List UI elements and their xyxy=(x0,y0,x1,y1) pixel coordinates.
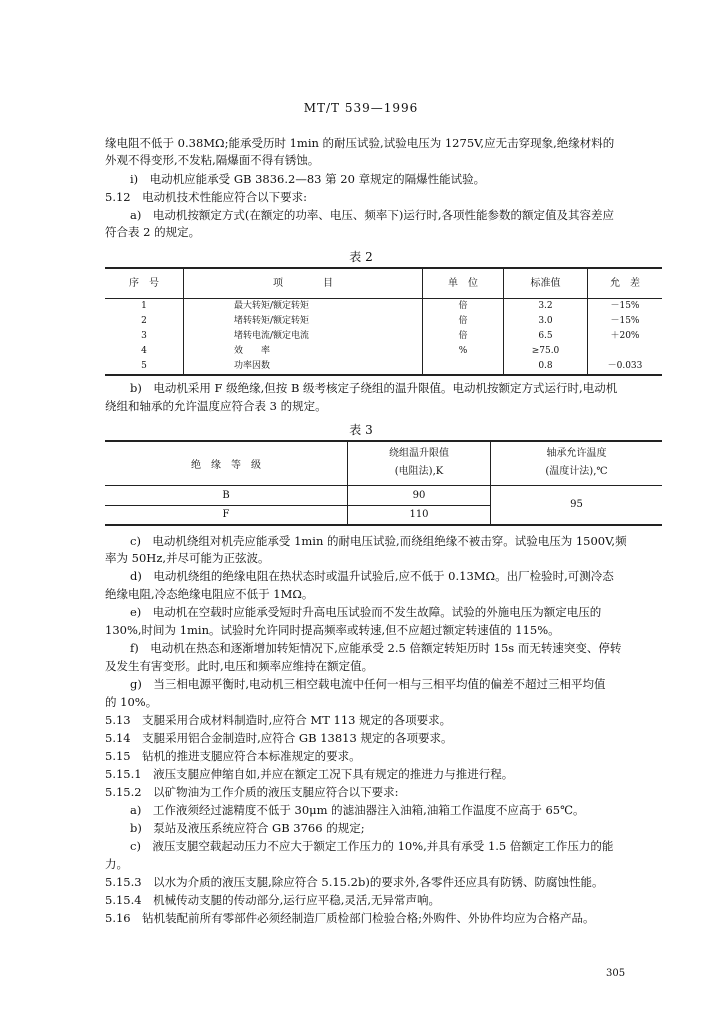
text-line: 5.12 电动机技术性能应符合以下要求: xyxy=(105,190,307,204)
text-line: 5.13 支腿采用合成材料制造时,应符合 MT 113 规定的各项要求。 xyxy=(105,713,452,727)
text-line: 及发生有害变形。此时,电压和频率应维持在额定值。 xyxy=(105,659,374,673)
text-line: 的 10%。 xyxy=(105,695,158,709)
cell: ≥75.0 xyxy=(504,344,588,359)
cell: 4 xyxy=(141,346,147,356)
text-line: 5.16 钻机装配前所有零部件必须经制造厂质检部门检验合格;外购件、外协件均应为合格产品。 xyxy=(105,911,595,925)
table-2 xyxy=(105,267,662,376)
page-header: MT/T 539—1996 xyxy=(303,101,419,115)
table-row xyxy=(105,299,662,315)
table2-caption: 表 2 xyxy=(349,250,373,264)
cell: 6.5 xyxy=(504,329,588,344)
column-header: 序 号 xyxy=(105,268,184,299)
table-row xyxy=(105,485,662,505)
cell: 110 xyxy=(348,505,491,525)
cell: －15% xyxy=(588,299,663,315)
cell: －0.033 xyxy=(588,359,663,375)
text-line: d) 电动机绕组的绝缘电阻在热状态时或温升试验后,应不低于 0.13MΩ。出厂检验时,可测冷态 xyxy=(130,569,614,583)
cell: B xyxy=(105,485,348,505)
cell: 倍 xyxy=(423,299,504,315)
text-line: b) 电动机采用 F 级绝缘,但按 B 级考核定子绕组的温升限值。电动机按额定方式运行时,电动机 xyxy=(130,381,618,395)
column-header: 允 差 xyxy=(588,268,663,299)
page-number: 305 xyxy=(606,968,626,979)
cell: 5 xyxy=(141,361,147,371)
text-line: e) 电动机在空载时应能承受短时升高电压试验而不发生故障。试验的外施电压为额定电压的 xyxy=(130,605,602,619)
table-header-row xyxy=(105,268,662,299)
table-row xyxy=(105,359,662,375)
text-line: 绕组和轴承的允许温度应符合表 3 的规定。 xyxy=(105,399,327,413)
text-line: 外观不得变形,不发粘,隔爆面不得有锈蚀。 xyxy=(105,153,320,167)
text-line: 5.15.4 机械传动支腿的传动部分,运行应平稳,灵活,无异常声响。 xyxy=(105,893,441,907)
column-header xyxy=(491,441,663,485)
cell xyxy=(423,359,504,375)
text-line: f) 电动机在热态和逐渐增加转矩情况下,应能承受 2.5 倍额定转矩历时 15s 而无转速突变、停转 xyxy=(130,641,622,655)
cell: 堵转电流/额定电流 xyxy=(184,329,423,344)
text-line: g) 当三相电源平衡时,电动机三相空载电流中任何一相与三相平均值的偏差不超过三相平均值 xyxy=(130,677,606,691)
text-line: 5.15 钻机的推进支腿应符合本标准规定的要求。 xyxy=(105,749,361,763)
text-line: 5.14 支腿采用铝合金制造时,应符合 GB 13813 规定的各项要求。 xyxy=(105,731,453,745)
cell: 最大转矩/额定转矩 xyxy=(184,299,423,315)
cell: 3.0 xyxy=(504,314,588,329)
cell: 0.8 xyxy=(504,359,588,375)
column-header-line: (电阻法),K xyxy=(394,466,444,478)
text-line: 力。 xyxy=(105,857,128,871)
cell: －15% xyxy=(588,314,663,329)
column-header-line: 绕组温升限值 xyxy=(389,448,449,460)
cell: ＋20% xyxy=(588,329,663,344)
cell: 堵转转矩/额定转矩 xyxy=(184,314,423,329)
cell: 3.2 xyxy=(504,299,588,315)
table-row xyxy=(105,314,662,329)
cell: 95 xyxy=(491,485,663,525)
text-line: 5.15.1 液压支腿应伸缩自如,并应在额定工况下具有规定的推进力与推进行程。 xyxy=(105,767,514,781)
cell xyxy=(588,344,663,359)
column-header-line: (温度计法),℃ xyxy=(545,466,608,478)
text-line: 130%,时间为 1min。试验时允许同时提高频率或转速,但不应超过额定转速值的 115%。 xyxy=(105,623,560,637)
cell: 倍 xyxy=(423,329,504,344)
cell: 90 xyxy=(348,485,491,505)
text-line: 绝缘电阻,冷态绝缘电阻应不低于 1MΩ。 xyxy=(105,587,314,601)
text-line: b) 泵站及液压系统应符合 GB 3766 的规定; xyxy=(130,821,365,835)
cell: 效 率 xyxy=(184,344,423,359)
table-row xyxy=(105,329,662,344)
text-line: c) 液压支腿空载起动压力不应大于额定工作压力的 10%,并具有承受 1.5 倍额定工作压力的能 xyxy=(130,839,614,853)
text-line: 符合表 2 的规定。 xyxy=(105,225,201,239)
cell: 1 xyxy=(141,301,147,311)
cell: 2 xyxy=(141,316,147,326)
column-header: 绝 缘 等 级 xyxy=(105,441,348,485)
column-header: 项 目 xyxy=(184,268,423,299)
text-line: c) 电动机绕组对机壳应能承受 1min 的耐电压试验,而绕组绝缘不被击穿。试验电压为 1500V,频 xyxy=(130,534,627,548)
cell: 倍 xyxy=(423,314,504,329)
text-line: 缘电阻不低于 0.38MΩ;能承受历时 1min 的耐压试验,试验电压为 1275V,应无击穿现象,绝缘材料的 xyxy=(105,136,615,150)
text-line: 5.15.3 以水为介质的液压支腿,除应符合 5.15.2b)的要求外,各零件还应具有防锈、防腐蚀性能。 xyxy=(105,875,604,889)
column-header xyxy=(348,441,491,485)
text-line: 率为 50Hz,并尽可能为正弦波。 xyxy=(105,551,270,565)
column-header-line: 轴承允许温度 xyxy=(546,448,607,460)
table-header-row xyxy=(105,441,662,485)
cell: 3 xyxy=(141,331,147,341)
text-line: a) 工作液须经过滤精度不低于 30μm 的滤油器注入油箱,油箱工作温度不应高于 65℃。 xyxy=(130,803,585,817)
text-line: a) 电动机按额定方式(在额定的功率、电压、频率下)运行时,各项性能参数的额定值及其容差应 xyxy=(130,208,614,222)
table3-caption: 表 3 xyxy=(349,423,373,437)
column-header: 标准值 xyxy=(504,268,588,299)
text-line: 5.15.2 以矿物油为工作介质的液压支腿应符合以下要求: xyxy=(105,785,399,799)
column-header: 单 位 xyxy=(423,268,504,299)
cell: % xyxy=(423,344,504,359)
text-line: i) 电动机应能承受 GB 3836.2—83 第 20 章规定的隔爆性能试验。 xyxy=(130,172,486,186)
table-row xyxy=(105,344,662,359)
table-3 xyxy=(105,440,662,526)
cell: 功率因数 xyxy=(184,359,423,375)
cell: F xyxy=(105,505,348,525)
